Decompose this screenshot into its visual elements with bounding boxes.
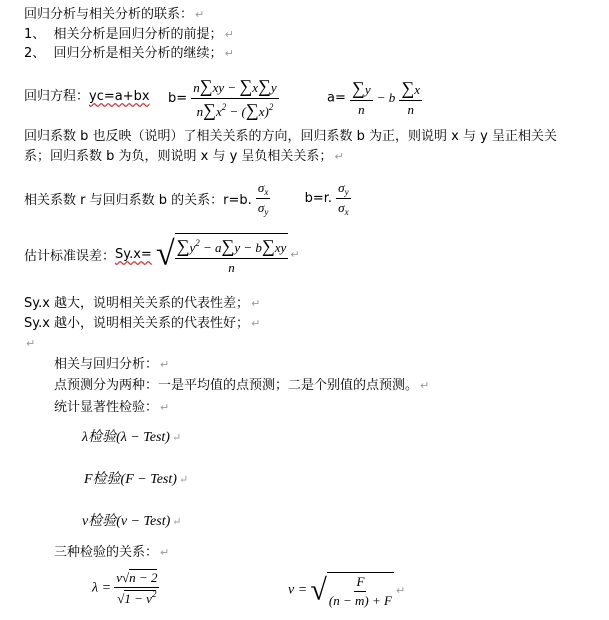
sy-small: Sy.x 越小，说明相关关系的代表性好； ↵ — [24, 316, 261, 331]
nu-f-formula: ν = √ $\frac{F}{(n - m) + F}$ ↵ — [288, 573, 406, 608]
correlation-regression-heading: 相关与回归分析： ↵ — [54, 357, 170, 372]
sy-large: Sy.x 越大，说明相关关系的代表性差； ↵ — [24, 296, 261, 311]
lambda-nu-formula: λ = $\frac{\nu√n - 2}{√1 - \nu^2}$ — [92, 570, 158, 606]
b-fraction: $\frac{n\sum xy - \sum x\sum y}{n\sum x^2 - (\sum x)^2}$ — [193, 76, 277, 120]
a-formula: a= $\frac{\sum y}{n}$ − b $\frac{\sum x}{n}$ — [327, 78, 421, 117]
empty-paragraph: ↵ — [26, 337, 36, 350]
coefficient-paragraph-line-2: 系；回归系数 b 为负，则说明 x 与 y 呈负相关关系； ↵ — [24, 149, 344, 164]
regression-label: 回归方程：yc=a+bx — [24, 89, 150, 104]
f-test: F检验(F − Test) ↵ — [84, 472, 189, 487]
nu-test: ν检验(ν − Test) ↵ — [82, 514, 182, 529]
standard-error-formula: 估计标准误差：Sy.x= √ $\frac{\sum y^2 - a\sum y - b\sum xy}{n}$ ↵ — [24, 233, 300, 276]
point-1: 1、 相关分析是回归分析的前提； ↵ — [24, 27, 234, 42]
r-b-relation: 相关系数 r 与回归系数 b 的关系：r=b. $\frac{\sigma_x}{\sigma_y}$ b=r. $\frac{\sigma_y}{\sigma_x}$ — [24, 180, 349, 217]
significance-test-heading: 统计显著性检验： ↵ — [54, 400, 170, 415]
lambda-test: λ检验(λ − Test) ↵ — [82, 430, 182, 445]
coefficient-paragraph-line-1: 回归系数 b 也反映（说明）了相关关系的方向，回归系数 b 为正，则说明 x 与 y 呈正相关关 — [24, 129, 557, 144]
point-2: 2、 回归分析是相关分析的继续； ↵ — [24, 46, 234, 61]
relation-heading: 三种检验的关系： ↵ — [54, 545, 170, 560]
section-title: 回归分析与相关分析的联系： ↵ — [24, 7, 205, 22]
point-prediction: 点预测分为两种：一是平均值的点预测；二是个别值的点预测。 ↵ — [54, 378, 430, 393]
b-formula: b= $\frac{n\sum xy - \sum x\sum y}{n\sum x^2 - (\sum x)^2}$ — [168, 76, 277, 120]
